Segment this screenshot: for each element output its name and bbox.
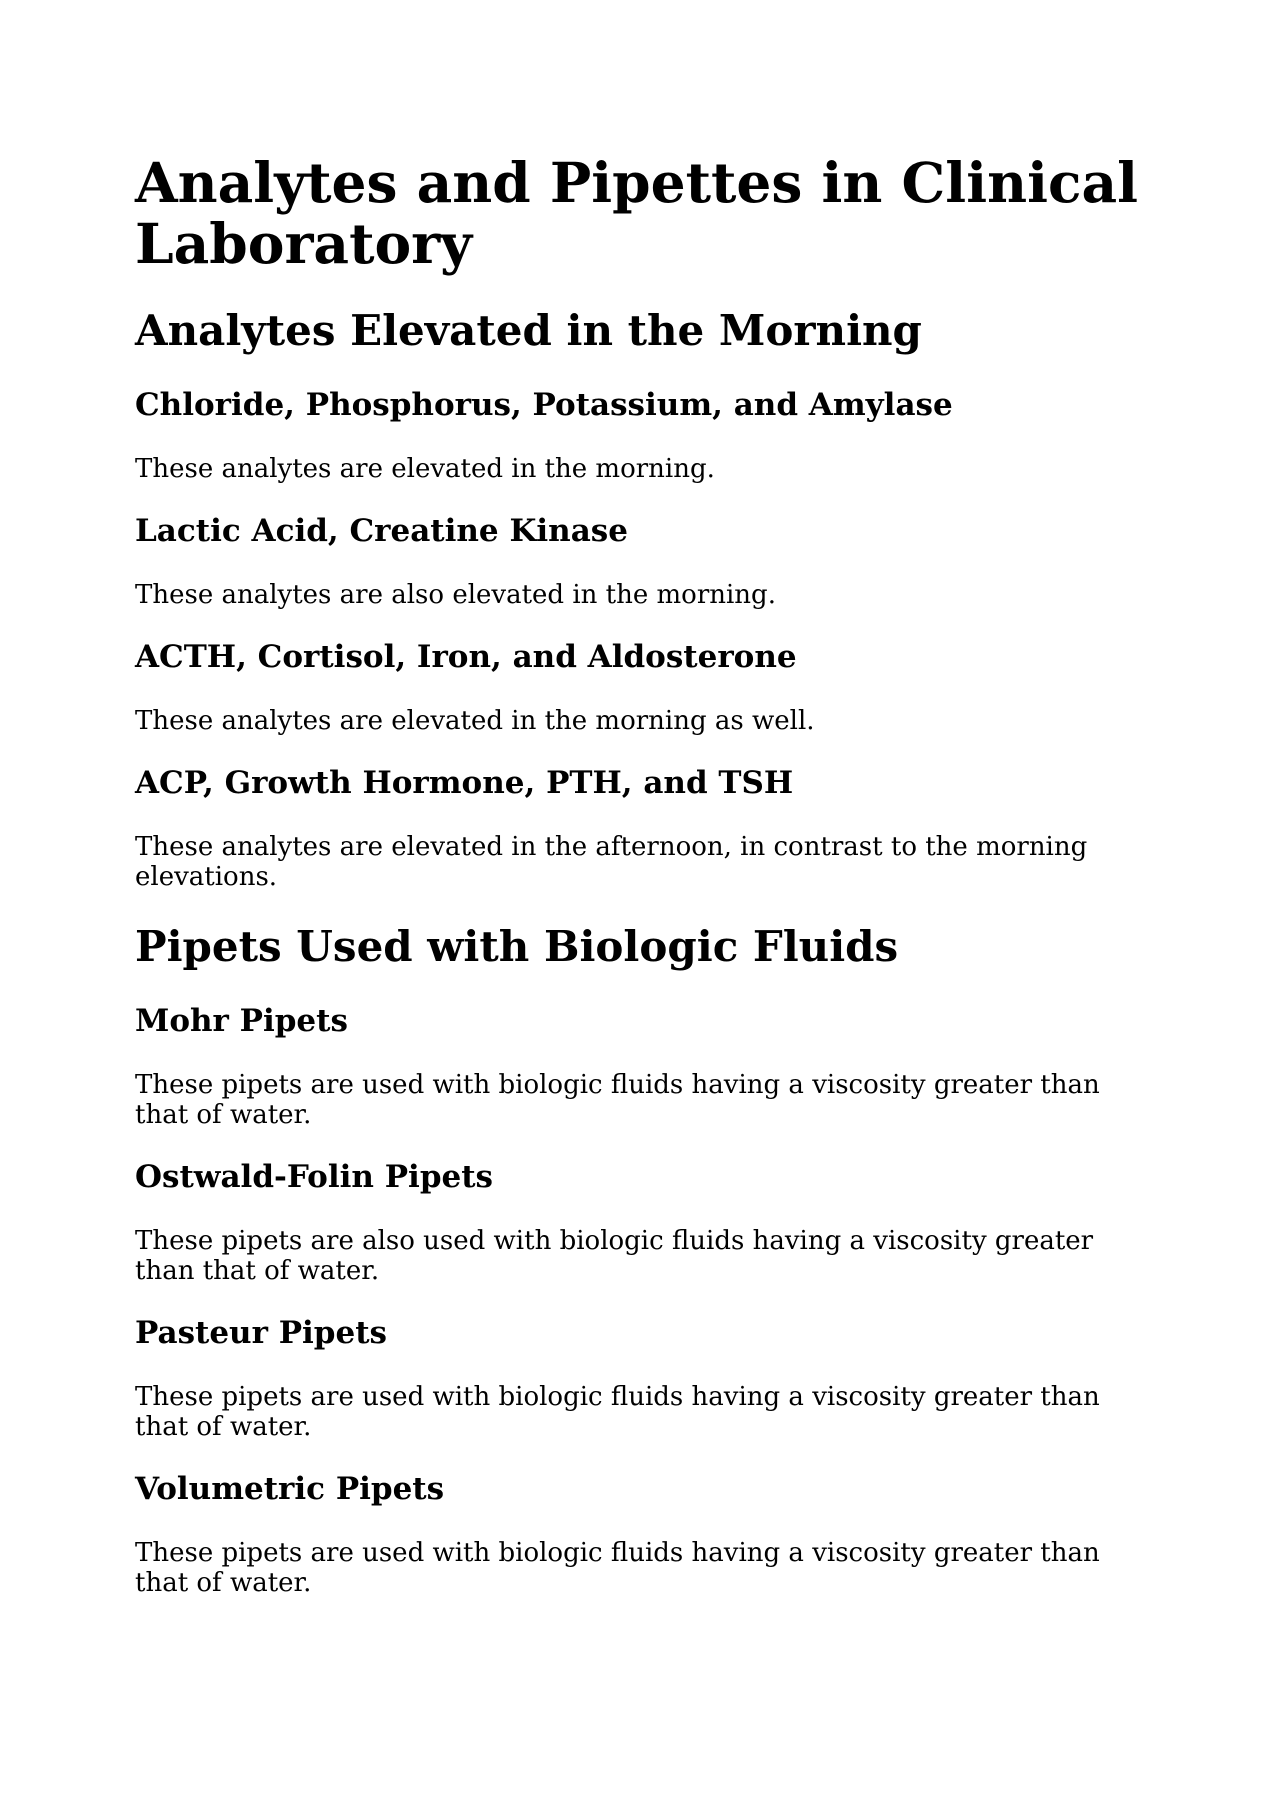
section-heading: Pipets Used with Biologic Fluids bbox=[135, 922, 899, 971]
subsection-volumetric-pipets bbox=[135, 1470, 1140, 1598]
subsection-heading: Chloride, Phosphorus, Potassium, and Amylase bbox=[135, 387, 953, 423]
section-pipets bbox=[135, 922, 1140, 1598]
subsection-heading: Mohr Pipets bbox=[135, 1003, 348, 1039]
subsection-text: These pipets are also used with biologic fluids having a viscosity greater than that of water. bbox=[135, 1226, 1094, 1286]
subsection-text: These analytes are elevated in the morning. bbox=[135, 454, 715, 484]
section-heading: Analytes Elevated in the Morning bbox=[135, 306, 922, 355]
subsection-text: These analytes are also elevated in the morning. bbox=[135, 580, 776, 610]
subsection-text: These analytes are elevated in the afternoon, in contrast to the morning elevations. bbox=[135, 832, 1088, 892]
subsection-text: These pipets are used with biologic fluids having a viscosity greater than that of water. bbox=[135, 1382, 1100, 1442]
subsection-acp bbox=[135, 764, 1140, 892]
subsection-heading: Pasteur Pipets bbox=[135, 1315, 387, 1351]
subsection-text: These pipets are used with biologic fluids having a viscosity greater than that of water. bbox=[135, 1538, 1100, 1598]
subsection-heading: Ostwald-Folin Pipets bbox=[135, 1159, 493, 1195]
subsection-pasteur-pipets bbox=[135, 1314, 1140, 1442]
subsection-acth bbox=[135, 638, 1140, 736]
subsection-heading: ACTH, Cortisol, Iron, and Aldosterone bbox=[135, 639, 797, 675]
subsection-chloride bbox=[135, 386, 1140, 484]
subsection-mohr-pipets bbox=[135, 1002, 1140, 1130]
subsection-text: These analytes are elevated in the morning as well. bbox=[135, 706, 815, 736]
page-title: Analytes and Pipettes in Clinical Laboratory bbox=[135, 150, 1138, 276]
section-analytes-morning bbox=[135, 306, 1140, 892]
subsection-lactic-acid bbox=[135, 512, 1140, 610]
subsection-heading: Lactic Acid, Creatine Kinase bbox=[135, 513, 628, 549]
subsection-ostwald-folin-pipets bbox=[135, 1158, 1140, 1286]
subsection-heading: Volumetric Pipets bbox=[135, 1471, 445, 1507]
subsection-heading: ACP, Growth Hormone, PTH, and TSH bbox=[135, 765, 794, 801]
subsection-text: These pipets are used with biologic fluids having a viscosity greater than that of water. bbox=[135, 1070, 1100, 1130]
